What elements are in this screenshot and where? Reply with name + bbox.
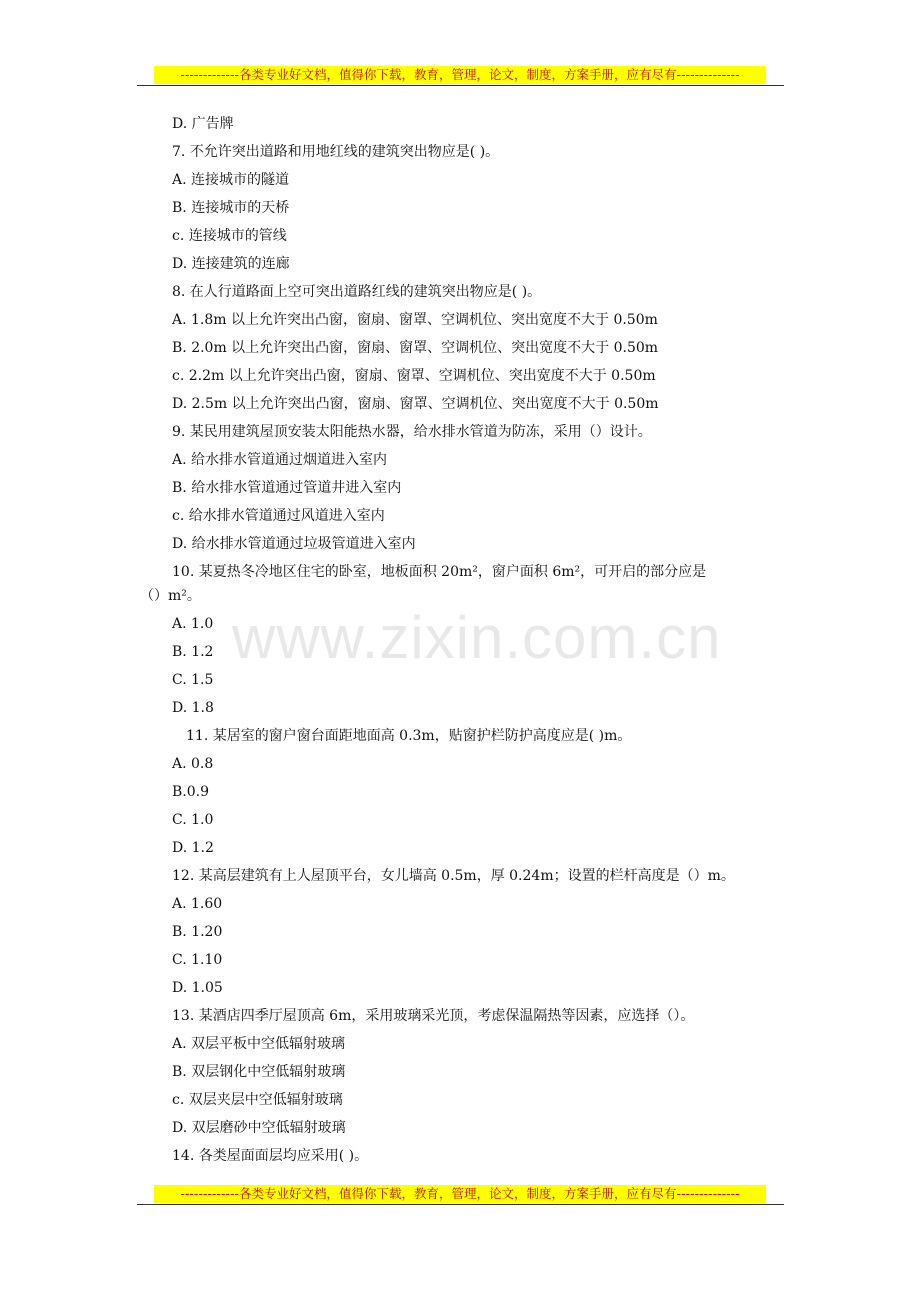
- option-line: B. 给水排水管道通过管道井进入室内: [172, 480, 402, 496]
- option-line: D. 给水排水管道通过垃圾管道进入室内: [172, 536, 416, 552]
- question-line: 12. 某高层建筑有上人屋顶平台，女儿墙高 0.5m，厚 0.24m；设置的栏杆高度是（）m。: [172, 868, 735, 884]
- header-banner: -------------各类专业好文档，值得你下载，教育，管理，论文，制度，方案手册，应有尽有--------------: [154, 66, 766, 84]
- option-line: c. 双层夹层中空低辐射玻璃: [172, 1092, 343, 1108]
- option-line: A. 1.60: [172, 896, 223, 912]
- option-line: B. 连接城市的天桥: [172, 200, 290, 216]
- option-line: D. 双层磨砂中空低辐射玻璃: [172, 1120, 346, 1136]
- watermark: www.zixin.com.cn: [232, 604, 722, 671]
- question-line: 10. 某夏热冬冷地区住宅的卧室，地板面积 20m²，窗户面积 6m²，可开启的部分应是: [172, 564, 707, 580]
- option-line: C. 1.0: [172, 812, 214, 828]
- header-rule: [137, 85, 784, 86]
- question-line: 8. 在人行道路面上空可突出道路红线的建筑突出物应是( )。: [172, 284, 542, 300]
- question-line: 7. 不允许突出道路和用地红线的建筑突出物应是( )。: [172, 144, 500, 160]
- option-line: A. 双层平板中空低辐射玻璃: [172, 1036, 346, 1052]
- option-line: c. 连接城市的管线: [172, 228, 287, 244]
- option-line: A. 连接城市的隧道: [172, 172, 290, 188]
- question-line: 13. 某酒店四季厅屋顶高 6m，采用玻璃采光顶，考虑保温隔热等因素，应选择（）。: [172, 1008, 695, 1024]
- option-line: c. 2.2m 以上允许突出凸窗，窗扇、窗罩、空调机位、突出宽度不大于 0.50m: [172, 368, 656, 384]
- question-line: 9. 某民用建筑屋顶安装太阳能热水器，给水排水管道为防冻，采用（）设计。: [172, 424, 652, 440]
- question-line: 11. 某居室的窗户窗台面距地面高 0.3m，贴窗护栏防护高度应是( )m。: [186, 728, 632, 744]
- option-line: D. 广告牌: [172, 116, 234, 132]
- footer-rule: [137, 1204, 784, 1205]
- option-line: D. 2.5m 以上允许突出凸窗，窗扇、窗罩、空调机位、突出宽度不大于 0.50m: [172, 396, 659, 412]
- option-line: D. 1.2: [172, 840, 214, 856]
- option-line: B. 1.20: [172, 924, 223, 940]
- option-line: A. 0.8: [172, 756, 214, 772]
- option-line: B. 双层钢化中空低辐射玻璃: [172, 1064, 346, 1080]
- option-line: D. 1.05: [172, 980, 223, 996]
- option-line: A. 给水排水管道通过烟道进入室内: [172, 452, 388, 468]
- option-line: C. 1.10: [172, 952, 223, 968]
- option-line: B. 2.0m 以上允许突出凸窗，窗扇、窗罩、空调机位、突出宽度不大于 0.50m: [172, 340, 659, 356]
- option-line: D. 1.8: [172, 700, 214, 716]
- option-line: B. 1.2: [172, 644, 214, 660]
- question-line: 14. 各类屋面面层均应采用( )。: [172, 1148, 369, 1164]
- question-line-cont: （）m²。: [140, 588, 201, 604]
- option-line: A. 1.8m 以上允许突出凸窗，窗扇、窗罩、空调机位、突出宽度不大于 0.50m: [172, 312, 658, 328]
- footer-banner: -------------各类专业好文档，值得你下载，教育，管理，论文，制度，方案手册，应有尽有--------------: [154, 1185, 766, 1203]
- option-line: B.0.9: [172, 784, 210, 800]
- option-line: D. 连接建筑的连廊: [172, 256, 290, 272]
- option-line: A. 1.0: [172, 616, 214, 632]
- option-line: C. 1.5: [172, 672, 214, 688]
- option-line: c. 给水排水管道通过风道进入室内: [172, 508, 385, 524]
